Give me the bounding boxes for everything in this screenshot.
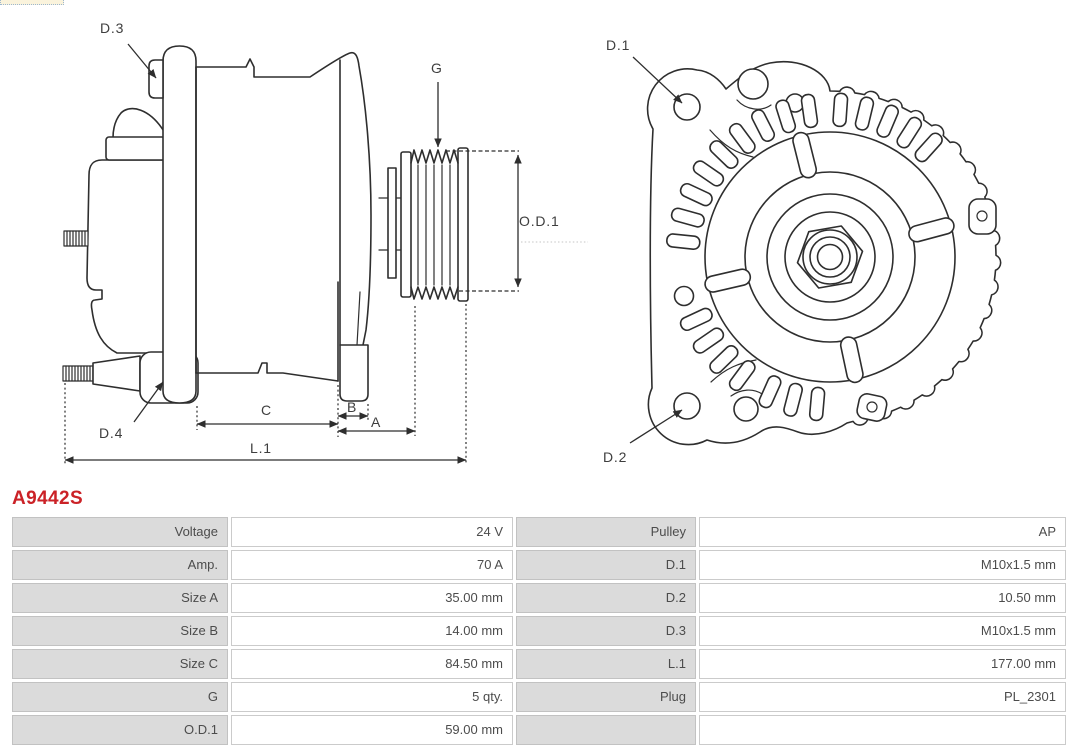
- spec-value: [699, 715, 1066, 745]
- ear-side-tab: [149, 60, 163, 98]
- table-row: [12, 715, 1066, 745]
- spec-value: 59.00 mm: [231, 715, 513, 745]
- side-view-drawing: [63, 20, 588, 464]
- spec-label: D.2: [516, 583, 696, 613]
- spec-label: Pulley: [516, 517, 696, 547]
- spec-label: Size A: [12, 583, 228, 613]
- spec-value: 14.00 mm: [231, 616, 513, 646]
- spec-value: 10.50 mm: [699, 583, 1066, 613]
- spec-value: AP: [699, 517, 1066, 547]
- spec-label: D.3: [516, 616, 696, 646]
- table-row: [12, 649, 1066, 679]
- spec-value: 24 V: [231, 517, 513, 547]
- upper-threaded-stud: [64, 231, 88, 246]
- dim-label-od1: O.D.1: [519, 213, 560, 229]
- dim-label-c: C: [261, 402, 272, 418]
- dim-label-d3: D.3: [100, 20, 125, 36]
- pulley-left-flange: [401, 152, 411, 297]
- rear-view-drawing: [603, 37, 1001, 465]
- right-side-lug: [969, 199, 996, 234]
- pulley: [401, 148, 468, 301]
- mount-hole-bottom-center: [734, 397, 758, 421]
- pulley-right-flange: [458, 148, 468, 301]
- spec-value: 5 qty.: [231, 682, 513, 712]
- spec-label: Size C: [12, 649, 228, 679]
- dim-label-g: G: [431, 60, 443, 76]
- table-row: [12, 616, 1066, 646]
- mount-hole-top-center: [738, 69, 768, 99]
- spec-label: Voltage: [12, 517, 228, 547]
- vent-slot: [833, 93, 848, 127]
- mount-hole-left: [675, 287, 694, 306]
- shaft-nose-boss: [340, 345, 368, 401]
- dim-label-d1: D.1: [606, 37, 631, 53]
- dim-label-d2: D.2: [603, 449, 628, 465]
- table-row: [12, 550, 1066, 580]
- rear-cover: [87, 160, 165, 353]
- dim-label-a: A: [371, 414, 382, 430]
- spec-label: D.1: [516, 550, 696, 580]
- spec-value: M10x1.5 mm: [699, 550, 1066, 580]
- spec-label: [516, 715, 696, 745]
- spec-value: M10x1.5 mm: [699, 616, 1066, 646]
- pulley-groove-ribs-top: [411, 150, 458, 163]
- table-row: [12, 682, 1066, 712]
- spec-label: G: [12, 682, 228, 712]
- vent-slot: [809, 387, 825, 421]
- housing-body: [196, 53, 371, 381]
- dim-label-b: B: [347, 399, 358, 415]
- bottom-right-boss-hole: [867, 402, 877, 412]
- spec-label: Size B: [12, 616, 228, 646]
- mount-hole-d2: [674, 393, 700, 419]
- spec-label: Amp.: [12, 550, 228, 580]
- spec-label: O.D.1: [12, 715, 228, 745]
- spec-value: 177.00 mm: [699, 649, 1066, 679]
- part-number: A9442S: [12, 488, 84, 509]
- dim-label-l1: L.1: [250, 440, 272, 456]
- front-bracket-ear: [163, 46, 196, 403]
- spec-value: PL_2301: [699, 682, 1066, 712]
- terminal-tab: [106, 137, 165, 160]
- spec-value: 84.50 mm: [231, 649, 513, 679]
- dim-label-d4: D.4: [99, 425, 124, 441]
- lower-threaded-stud: [63, 356, 140, 391]
- spec-value: 35.00 mm: [231, 583, 513, 613]
- spec-table: [12, 517, 1066, 748]
- spec-label: L.1: [516, 649, 696, 679]
- shaft-bore: [818, 245, 843, 270]
- spec-value: 70 A: [231, 550, 513, 580]
- rear-bearing-hump: [113, 109, 165, 138]
- table-row: [12, 517, 1066, 547]
- pulley-groove-ribs-bottom: [411, 287, 458, 299]
- hub: [767, 194, 893, 320]
- spec-label: Plug: [516, 682, 696, 712]
- mount-hole-d1: [674, 94, 700, 120]
- vent-slot: [666, 233, 700, 249]
- table-row: [12, 583, 1066, 613]
- pulley-grooves: [418, 165, 450, 285]
